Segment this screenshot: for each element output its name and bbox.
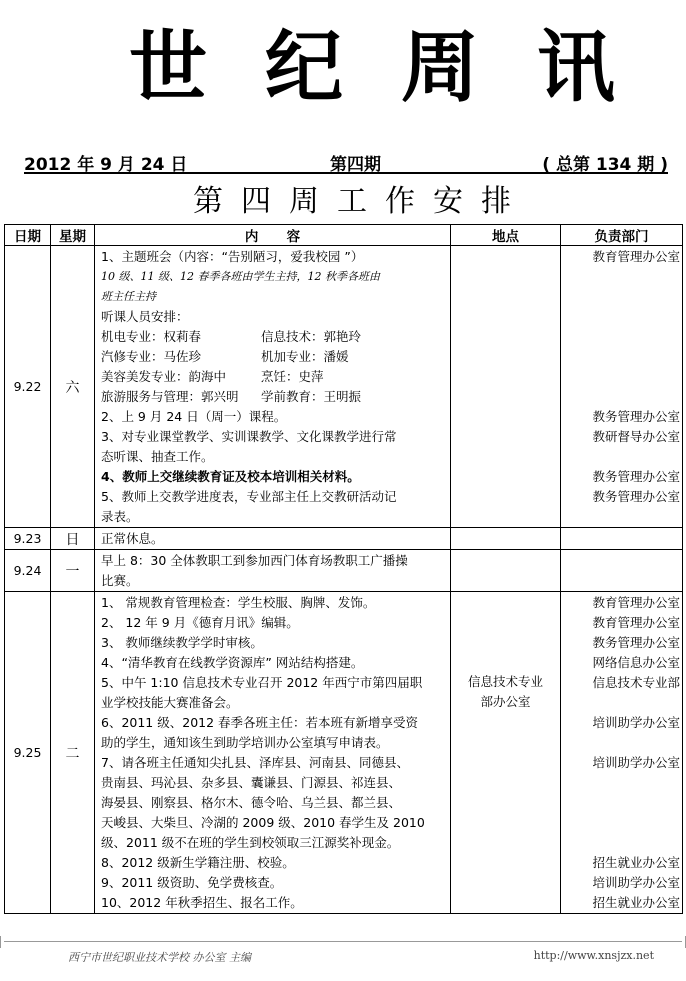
schedule-heading: 第四周工作安排 xyxy=(193,184,529,219)
content-line: 1、 常规教育管理检查：学生校服、胸牌、发饰。 xyxy=(101,595,376,610)
place-line: 信息技术专业 xyxy=(467,674,543,689)
issue-date: 2012 年 9 月 24 日 xyxy=(24,155,188,175)
content-line: 级、2011 级不在班的学生到校领取三江源奖补现金。 xyxy=(101,835,400,850)
row-weekday: 一 xyxy=(51,550,95,592)
content-line: 3、对专业课堂教学、实训课教学、文化课教学进行常 xyxy=(101,429,397,444)
dept-line: 教研督导办公室 xyxy=(592,429,680,444)
table-row xyxy=(5,528,683,550)
row-weekday: 二 xyxy=(51,592,95,914)
row-date: 9.23 xyxy=(5,528,51,550)
header-dept: 负责部门 xyxy=(561,225,683,246)
content-line xyxy=(101,367,446,387)
row-content xyxy=(95,550,451,592)
content-line: 6、2011 级、2012 春季各班主任：若本班有新增享受资 xyxy=(101,715,419,730)
dept-line: 招生就业办公室 xyxy=(592,895,680,910)
table-row xyxy=(5,550,683,592)
header-content: 内 容 xyxy=(95,225,451,246)
issue-number: 第四期 xyxy=(330,155,381,175)
content-line: 助的学生，通知该生到助学培训办公室填写申请表。 xyxy=(101,735,389,750)
dept-line: 招生就业办公室 xyxy=(592,855,680,870)
auditor-left: 汽修专业：马佐珍 xyxy=(101,349,202,364)
dept-line: 培训助学办公室 xyxy=(592,875,680,890)
content-line: 7、请各班主任通知尖扎县、泽库县、河南县、同德县、 xyxy=(101,755,409,770)
content-line: 早上 8：30 全体教职工到参加西门体育场教职工广播操 xyxy=(101,553,408,568)
content-line: 10、2012 年秋季招生、报名工作。 xyxy=(101,895,303,910)
schedule-table xyxy=(4,224,683,914)
auditor-left: 美容美发专业：韵海中 xyxy=(101,369,227,384)
content-line: 10 级、11 级、12 春季各班由学生主持，12 秋季各班由 xyxy=(101,270,380,283)
header-place: 地点 xyxy=(451,225,561,246)
content-line xyxy=(101,387,446,407)
row-content xyxy=(95,592,451,914)
content-line: 听课人员安排： xyxy=(101,309,189,324)
content-line: 8、2012 级新生学籍注册、校验。 xyxy=(101,855,295,870)
issue-total: ( 总第 134 期 ) xyxy=(542,155,668,175)
row-dept xyxy=(561,246,683,528)
issue-meta xyxy=(24,150,668,174)
header-weekday: 星期 xyxy=(51,225,95,246)
dept-line: 信息技术专业部 xyxy=(592,675,680,690)
content-line: 海晏县、刚察县、格尔木、德令哈、乌兰县、都兰县、 xyxy=(101,795,402,810)
footer-editor: 西宁市世纪职业技术学校 办公室 主编 xyxy=(68,951,251,964)
content-line: 业学校技能大赛准备会。 xyxy=(101,695,239,710)
table-header-row xyxy=(5,225,683,246)
dept-line: 教育管理办公室 xyxy=(592,595,680,610)
content-line: 3、 教师继续教学学时审核。 xyxy=(101,635,263,650)
auditor-left: 机电专业：权莉春 xyxy=(101,329,202,344)
auditor-right: 信息技术：郭艳玲 xyxy=(261,329,362,344)
table-row xyxy=(5,246,683,528)
dept-line: 培训助学办公室 xyxy=(592,755,680,770)
content-line: 录表。 xyxy=(101,509,139,524)
content-line: 态听课、抽查工作。 xyxy=(101,449,214,464)
dept-line: 网络信息办公室 xyxy=(592,655,680,670)
dept-line: 培训助学办公室 xyxy=(592,715,680,730)
dept-line: 教育管理办公室 xyxy=(592,249,680,264)
content-line: 4、“清华教育在线教学资源库” 网站结构搭建。 xyxy=(101,655,364,670)
row-place xyxy=(451,528,561,550)
auditor-left: 旅游服务与管理：郭兴明 xyxy=(101,389,239,404)
row-place xyxy=(451,592,561,914)
dept-line: 教育管理办公室 xyxy=(592,615,680,630)
content-line xyxy=(101,347,446,367)
header-date: 日期 xyxy=(5,225,51,246)
auditor-right: 学前教育：王明振 xyxy=(261,389,362,404)
content-line: 2、上 9 月 24 日（周一）课程。 xyxy=(101,409,287,424)
row-place xyxy=(451,550,561,592)
content-line: 2、 12 年 9 月《德育月讯》编辑。 xyxy=(101,615,299,630)
content-line: 天峻县、大柴旦、冷湖的 2009 级、2010 春学生及 2010 xyxy=(101,815,425,830)
dept-line: 教务管理办公室 xyxy=(592,409,680,424)
row-dept xyxy=(561,550,683,592)
dept-line: 教务管理办公室 xyxy=(592,635,680,650)
row-date: 9.22 xyxy=(5,246,51,528)
row-weekday: 日 xyxy=(51,528,95,550)
dept-line: 教务管理办公室 xyxy=(592,489,680,504)
content-line: 班主任主持 xyxy=(101,290,156,303)
row-content xyxy=(95,246,451,528)
content-line: 9、2011 级资助、免学费核查。 xyxy=(101,875,283,890)
content-line: 1、主题班会（内容：“告别陋习，爱我校园 ”） xyxy=(101,249,364,264)
auditor-right: 机加专业：潘媛 xyxy=(261,349,349,364)
table-row xyxy=(5,592,683,914)
row-content xyxy=(95,528,451,550)
auditor-right: 烹饪：史萍 xyxy=(261,369,324,384)
row-date: 9.24 xyxy=(5,550,51,592)
content-line: 比赛。 xyxy=(101,573,139,588)
row-dept xyxy=(561,528,683,550)
place-line: 部办公室 xyxy=(480,694,531,709)
row-place xyxy=(451,246,561,528)
content-line: 4、教师上交继续教育证及校本培训相关材料。 xyxy=(101,469,360,484)
content-line: 正常休息。 xyxy=(101,531,164,546)
content-line: 贵南县、玛沁县、杂多县、囊谦县、门源县、祁连县、 xyxy=(101,775,402,790)
footer-website[interactable]: http://www.xnsjzx.net xyxy=(533,949,654,962)
footer-divider xyxy=(4,941,682,942)
row-dept xyxy=(561,592,683,914)
row-weekday: 六 xyxy=(51,246,95,528)
content-line: 5、教师上交教学进度表，专业部主任上交教研活动记 xyxy=(101,489,397,504)
masthead-title: 世纪周讯 xyxy=(128,22,673,113)
row-date: 9.25 xyxy=(5,592,51,914)
dept-line: 教务管理办公室 xyxy=(592,469,680,484)
content-line xyxy=(101,327,446,347)
content-line: 5、中午 1:10 信息技术专业召开 2012 年西宁市第四届职 xyxy=(101,675,423,690)
